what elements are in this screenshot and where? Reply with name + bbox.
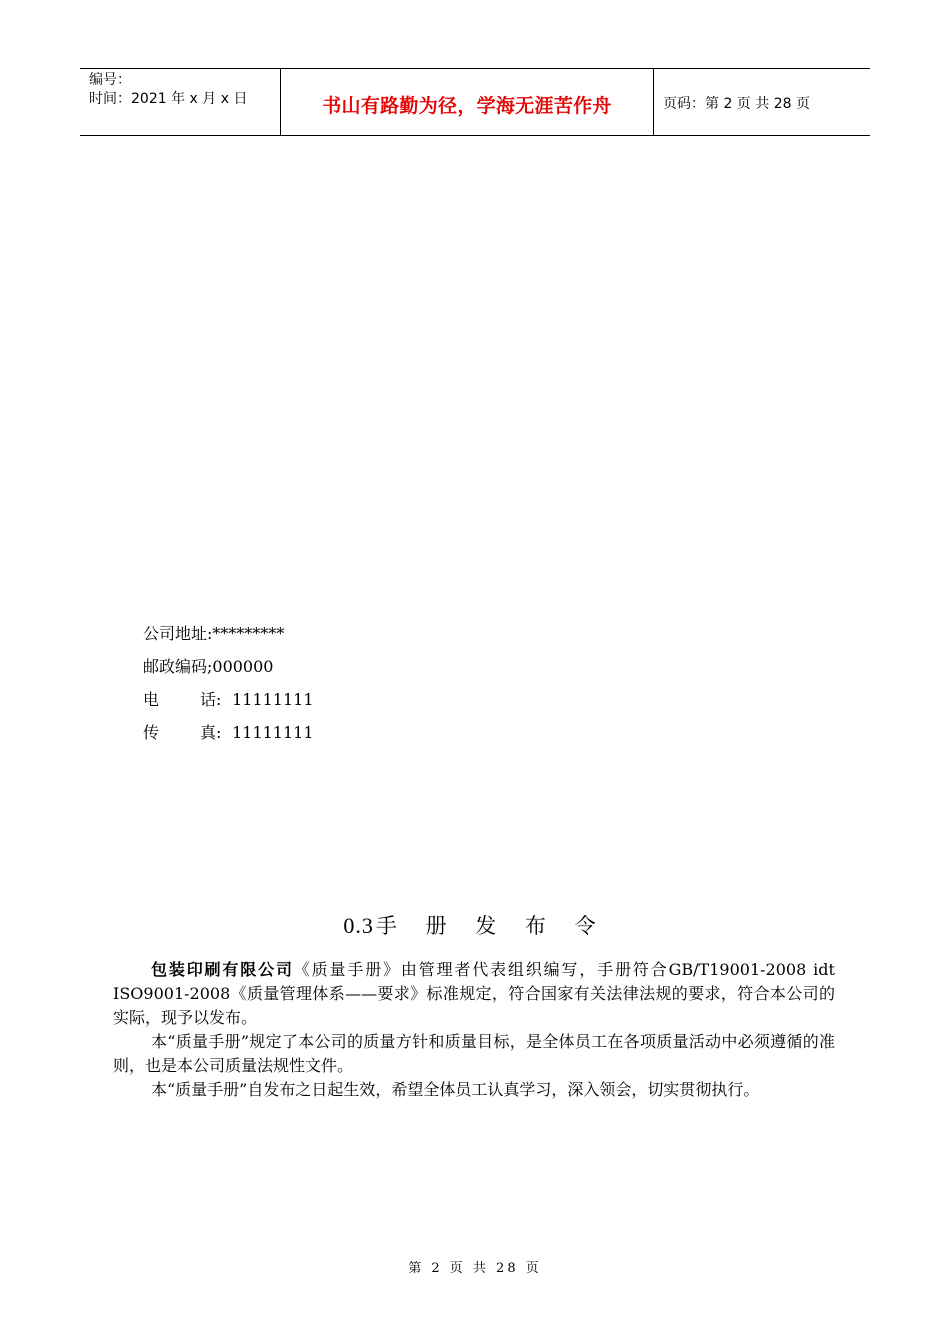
- header-motto: 书山有路勤为径，学海无涯苦作舟: [322, 94, 612, 117]
- section-heading: [0, 910, 950, 940]
- document-time-label: 时间：2021 年 x 月 x 日: [89, 91, 248, 107]
- document-number-label: 编号：: [89, 72, 131, 88]
- release-order-body: [113, 958, 835, 1102]
- page-header: [80, 68, 870, 136]
- paragraph-1: [113, 958, 835, 1030]
- company-postcode: 邮政编码;000000: [143, 657, 274, 676]
- phone-value: 11111111: [227, 690, 314, 709]
- section-number: 0.3: [343, 913, 374, 938]
- header-page-label: 页码：第 2 页 共 28 页: [663, 96, 810, 112]
- paragraph-2: 本“质量手册”规定了本公司的质量方针和质量目标，是全体员工在各项质量活动中必须遵循的准则，也是本公司质量法规性文件。: [113, 1032, 835, 1075]
- section-title-text: 手 册 发 布 令: [375, 914, 607, 938]
- page-footer: 第 2 页 共 28 页: [408, 1261, 542, 1276]
- phone-label: 电 话:: [143, 690, 222, 709]
- company-name: 包装印刷有限公司: [151, 960, 294, 979]
- company-address: 公司地址:*********: [143, 624, 285, 643]
- fax-value: 11111111: [227, 723, 314, 742]
- company-phone: [143, 683, 314, 716]
- paragraph-1-text: 《质量手册》由管理者代表组织编写，手册符合GB/T19001-2008 idt ISO9001-2008《质量管理体系——要求》标准规定，符合国家有关法律法规的要求，符合本公司的实际，现予以发布。: [113, 960, 835, 1027]
- fax-label: 传 真:: [143, 723, 222, 742]
- paragraph-3: 本“质量手册”自发布之日起生效，希望全体员工认真学习，深入领会，切实贯彻执行。: [151, 1080, 760, 1099]
- header-motto-cell: [281, 69, 654, 135]
- company-contact-block: [143, 617, 314, 749]
- company-fax: [143, 716, 314, 749]
- header-meta-cell: [80, 69, 281, 135]
- header-page-cell: [654, 69, 870, 135]
